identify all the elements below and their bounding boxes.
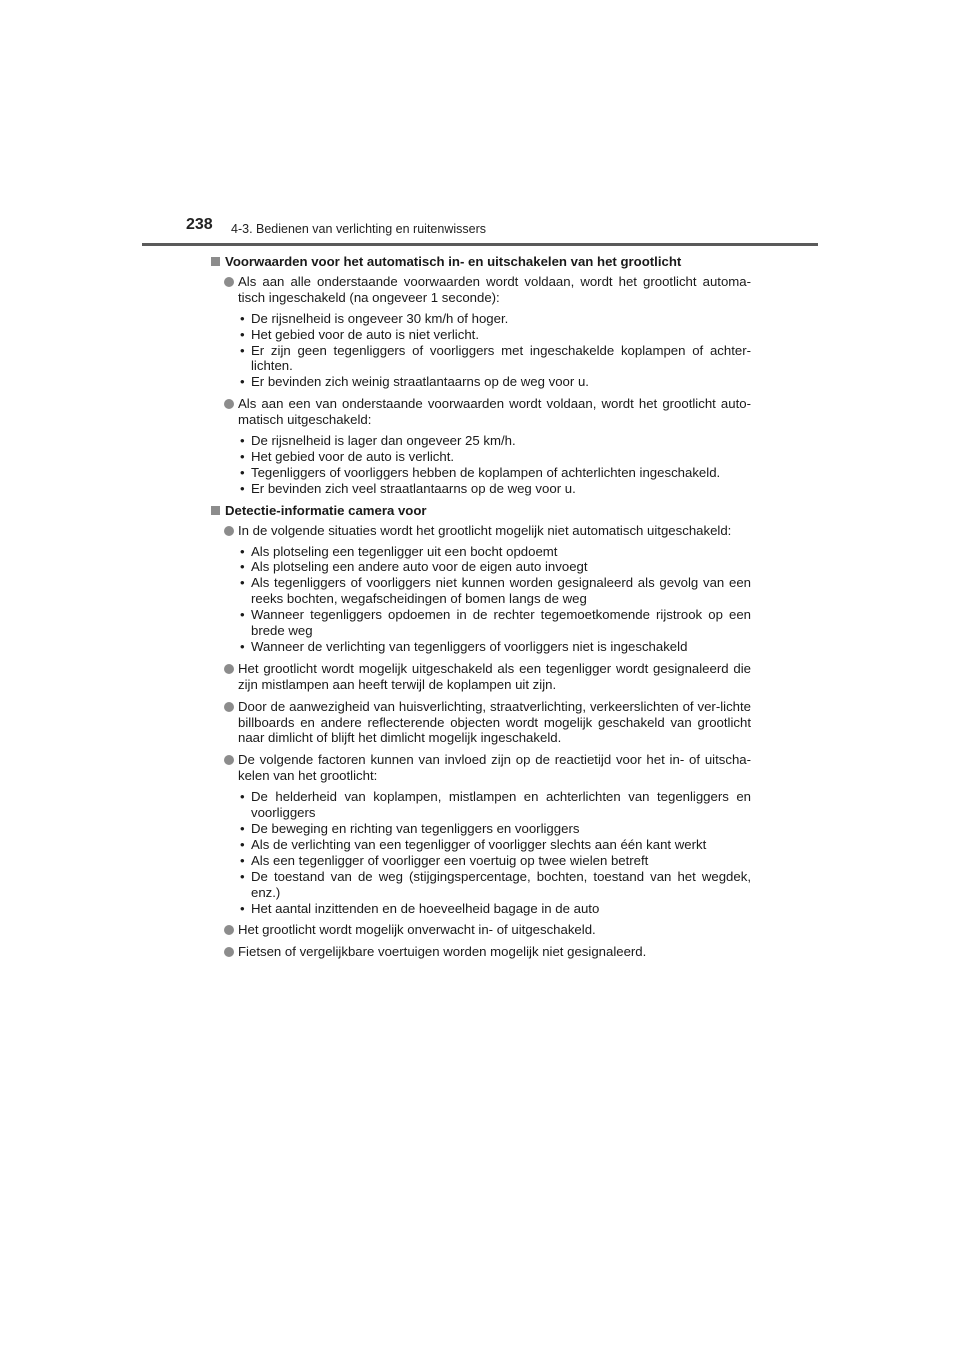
sub-list-item	[238, 374, 751, 390]
sub-list-text: Het gebied voor de auto is verlicht.	[251, 448, 455, 464]
bullet-item	[211, 922, 751, 938]
section-title: Voorwaarden voor het automatisch in- en uitschakelen van het grootlicht	[225, 254, 682, 269]
sub-list-item	[238, 821, 751, 837]
bullet-text: Het grootlicht wordt mogelijk onverwacht in- of uitgeschakeld.	[238, 922, 596, 938]
sub-list-item	[238, 559, 751, 575]
dot-bullet-icon: •	[240, 868, 245, 884]
dot-bullet-icon: •	[240, 638, 245, 654]
dot-bullet-icon: •	[240, 543, 245, 559]
dot-bullet-icon: •	[240, 575, 245, 591]
sub-list-text: Als een tegenligger of voorligger een voertuig op twee wielen betreft	[251, 852, 649, 868]
dot-bullet-icon: •	[240, 342, 245, 358]
sub-list-text: De toestand van de weg (stijgingspercentage, bochten, toestand van het wegdek, enz.)	[251, 868, 751, 900]
sub-list-item	[238, 481, 751, 497]
circle-bullet-icon	[224, 755, 234, 765]
dot-bullet-icon: •	[240, 480, 245, 496]
bullet-item	[211, 661, 751, 693]
circle-bullet-icon	[224, 526, 234, 536]
dot-bullet-icon: •	[240, 464, 245, 480]
sub-list-item	[238, 449, 751, 465]
dot-bullet-icon: •	[240, 310, 245, 326]
dot-bullet-icon: •	[240, 900, 245, 916]
section-title: Detectie-informatie camera voor	[225, 502, 427, 518]
header-divider	[142, 243, 818, 246]
bullet-text: In de volgende situaties wordt het grootlicht mogelijk niet automatisch uitgeschakeld:	[238, 522, 732, 538]
sub-list-text: De rijsnelheid is ongeveer 30 km/h of hoger.	[251, 310, 509, 326]
circle-bullet-icon	[224, 925, 234, 935]
dot-bullet-icon: •	[240, 326, 245, 342]
sub-list	[238, 433, 751, 497]
dot-bullet-icon: •	[240, 789, 245, 805]
dot-bullet-icon: •	[240, 821, 245, 836]
sub-list	[238, 311, 751, 391]
sub-list-item	[238, 575, 751, 607]
sub-list-item	[238, 465, 751, 481]
sub-list-item	[238, 327, 751, 343]
bullet-item	[211, 523, 751, 655]
page-number: 238	[186, 216, 213, 233]
sub-list-item	[238, 433, 751, 449]
section-heading	[211, 503, 751, 519]
sub-list-text: Het aantal inzittenden en de hoeveelheid bagage in de auto	[251, 900, 600, 916]
sub-list-text: De rijsnelheid is lager dan ongeveer 25 km/h.	[251, 433, 516, 449]
bullet-text: Het grootlicht wordt mogelijk uitgeschakeld als een tegenligger wordt gesignaleerd die zijn mistlampen aan heeft terwijl de koplampen uit zijn.	[238, 660, 751, 692]
circle-bullet-icon	[224, 277, 234, 287]
sub-list-text: Er bevinden zich weinig straatlantaarns op de weg voor u.	[251, 374, 589, 390]
sub-list-item	[238, 607, 751, 639]
chapter-title: 4-3. Bedienen van verlichting en ruitenwissers	[231, 222, 486, 236]
sub-list	[238, 544, 751, 655]
dot-bullet-icon: •	[240, 433, 245, 449]
dot-bullet-icon: •	[240, 836, 245, 852]
circle-bullet-icon	[224, 702, 234, 712]
sub-list-item	[238, 853, 751, 869]
bullet-text: Als aan alle onderstaande voorwaarden wordt voldaan, wordt het grootlicht automa-tisch ingeschakeld (na ongeveer 1 seconde):	[238, 273, 751, 305]
circle-bullet-icon	[224, 399, 234, 409]
sub-list-item	[238, 789, 751, 821]
bullet-text: De volgende factoren kunnen van invloed zijn op de reactietijd voor het in- of uitscha-kelen van het grootlicht:	[238, 752, 751, 784]
sub-list-item	[238, 311, 751, 327]
bullet-item	[211, 396, 751, 496]
sub-list-text: Wanneer tegenliggers opdoemen in de rechter tegemoetkomende rijstrook op een brede weg	[251, 607, 751, 639]
bullet-item	[211, 274, 751, 390]
bullet-text: Fietsen of vergelijkbare voertuigen worden mogelijk niet gesignaleerd.	[238, 944, 647, 960]
bullet-text: Als aan een van onderstaande voorwaarden wordt voldaan, wordt het grootlicht auto-matisch uitgeschakeld:	[238, 396, 751, 428]
sub-list-item	[238, 544, 751, 560]
bullet-item	[211, 699, 751, 747]
sub-list	[238, 789, 751, 916]
dot-bullet-icon: •	[240, 607, 245, 623]
dot-bullet-icon: •	[240, 559, 245, 575]
circle-bullet-icon	[224, 664, 234, 674]
dot-bullet-icon: •	[240, 448, 245, 464]
sub-list-text: De helderheid van koplampen, mistlampen en achterlichten van tegenliggers en voorliggers	[251, 789, 751, 821]
dot-bullet-icon: •	[240, 852, 245, 868]
section-heading	[211, 254, 751, 270]
bullet-item	[211, 944, 751, 960]
sub-list-text: Als plotseling een tegenligger uit een bocht opdoemt	[251, 543, 558, 559]
sub-list-text: Het gebied voor de auto is niet verlicht.	[251, 326, 479, 342]
square-bullet-icon	[211, 506, 220, 515]
sub-list-item	[238, 869, 751, 901]
page-content	[211, 254, 751, 966]
bullet-item	[211, 752, 751, 916]
sub-list-text: Tegenliggers of voorliggers hebben de koplampen of achterlichten ingeschakeld.	[251, 464, 721, 480]
sub-list-text: Als tegenliggers of voorliggers niet kunnen worden gesignaleerd als gevolg van een reeks bochten, wegafscheidingen of bomen langs de weg	[251, 575, 751, 607]
sub-list-text: Als plotseling een andere auto voor de eigen auto invoegt	[251, 559, 588, 575]
sub-list-text: Er zijn geen tegenliggers of voorliggers met ingeschakelde koplampen of achter-lichten.	[251, 342, 751, 374]
sub-list-item	[238, 837, 751, 853]
sub-list-item	[238, 343, 751, 375]
bullet-text: Door de aanwezigheid van huisverlichting, straatverlichting, verkeerslichten of ver-lichte billboards en andere reflecterende objecten wordt mogelijk geschakeld van grootlicht naar dimlicht of blijft het dimlicht mogelijk ingeschakeld.	[238, 698, 751, 746]
sub-list-item	[238, 639, 751, 655]
sub-list-text: Als de verlichting van een tegenligger of voorligger slechts aan één kant werkt	[251, 836, 707, 852]
circle-bullet-icon	[224, 947, 234, 957]
square-bullet-icon	[211, 257, 220, 266]
sub-list-text: Wanneer de verlichting van tegenliggers of voorliggers niet is ingeschakeld	[251, 638, 688, 654]
sub-list-item	[238, 901, 751, 917]
sub-list-text: De beweging en richting van tegenliggers en voorliggers	[251, 821, 580, 836]
dot-bullet-icon: •	[240, 374, 245, 390]
sub-list-text: Er bevinden zich veel straatlantaarns op de weg voor u.	[251, 480, 576, 496]
